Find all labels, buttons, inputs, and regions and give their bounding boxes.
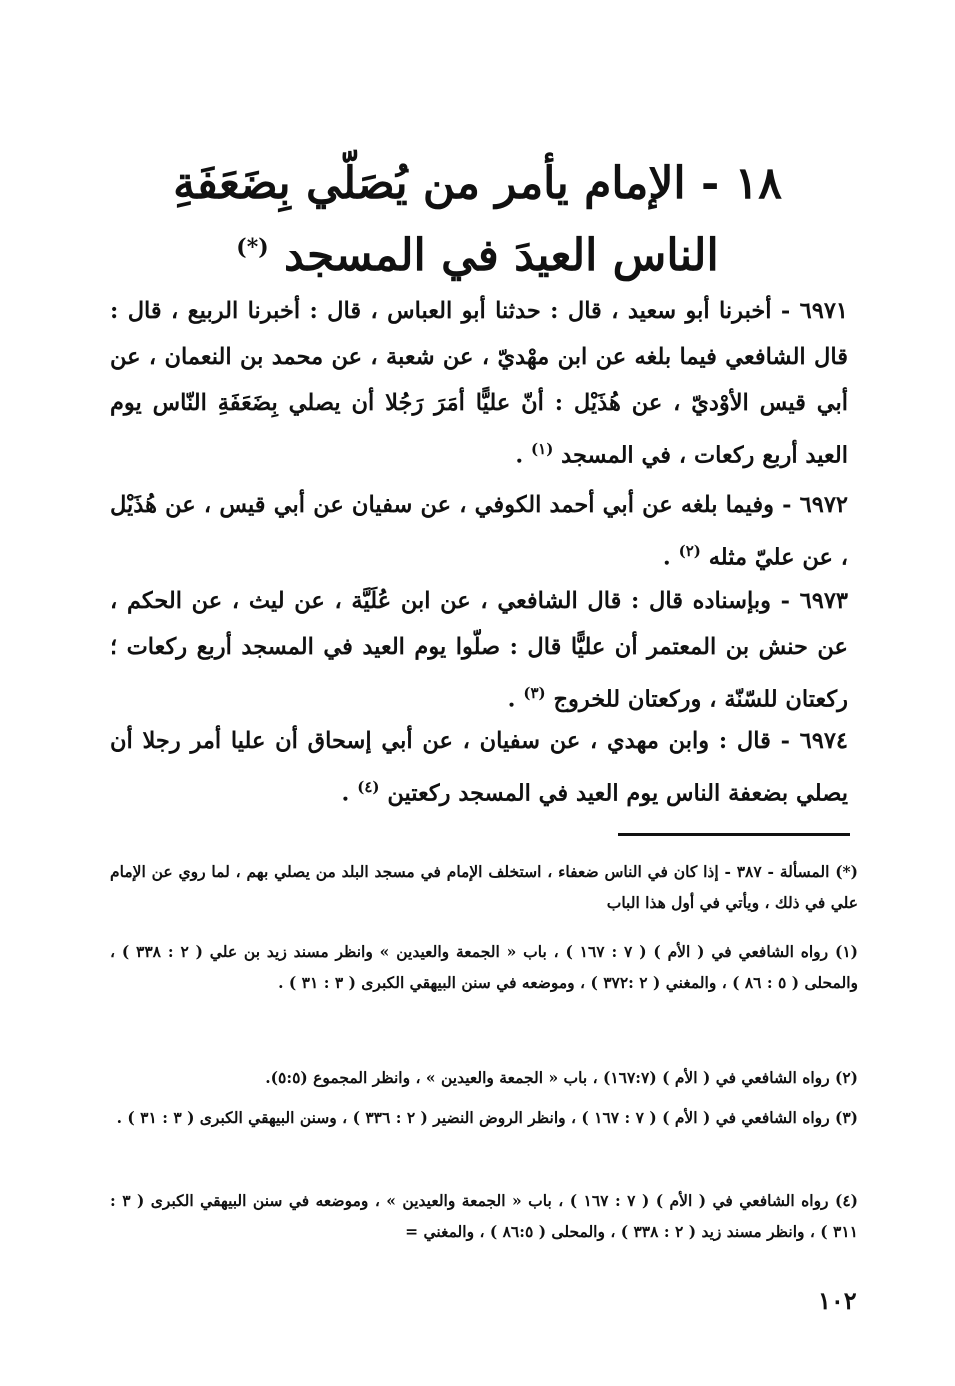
- hadith-paragraph-6971: [110, 288, 848, 479]
- paragraph-text: ٦٩٧٣ - وبإسناده قال : قال الشافعي ، عن ابن عُلَيَّة ، عن ليث ، عن الحكم ، عن حنش بن المعتمر أن عليًّا قال : صلّوا يوم العيد في المسجد أربع ركعات ؛ ركعتان للسّنّة ، وركعتان للخروج: [110, 588, 848, 713]
- hadith-paragraph-6974: [110, 718, 848, 817]
- footnote-2: (٢) رواه الشافعي في ( الأم ) (١٦٧:٧) ، باب « الجمعة والعيدين » ، وانظر المجموع (٥:٥).: [265, 1068, 858, 1087]
- chapter-subtitle: [110, 230, 845, 283]
- chapter-title-line-1: ١٨ - الإمام يأمر من يُصَلّي بِضَعَفَةِ: [173, 158, 782, 209]
- paragraph-end: .: [507, 686, 516, 713]
- footnote-reference: (٢): [678, 542, 701, 560]
- paragraph-text: ٦٩٧١ - أخبرنا أبو سعيد ، قال : حدثنا أبو العباس ، قال : أخبرنا الربيع ، قال : قال الشافعي فيما بلغه عن ابن مهْديّ ، عن شعبة ، عن محمد بن النعمان ، عن أبي قيس الأوْديّ ، عن هُذَيْل : أنّ عليًّا أمَرَ رَجُلا أن يصلي بِضَعَفَةِ النّاس يوم العيد أربع ركعات ، في المسجد: [110, 298, 848, 469]
- footnote-1: (١) رواه الشافعي في ( الأم ) ( ٧ : ١٦٧ ) ، باب « الجمعة والعيدين » وانظر مسند زيد بن علي ( ٢ : ٣٣٨ ) ، والمحلى ( ٥ : ٨٦ ) ، والمغني ( ٢ :٣٧٢ ) ، وموضعه في سنن البيهقي الكبرى ( ٣ : ٣١ ) .: [110, 942, 858, 992]
- paragraph-text: ٦٩٧٤ - قال : وابن مهدي ، عن سفيان ، عن أبي إسحاق أن عليا أمر رجلا أن يصلي بضعفة الناس يوم العيد في المسجد ركعتين: [110, 728, 848, 807]
- paragraph-end: .: [341, 780, 350, 807]
- footnote-4: (٤) رواه الشافعي في ( الأم ) ( ٧ : ١٦٧ ) ، باب « الجمعة والعيدين » ، وموضعه في سنن البيهقي الكبرى ( ٣ : ٣١١ ) ، وانظر مسند زيد ( ٢ : ٣٣٨ ) ، والمحلى ( ٨٦:٥ ) ، والمغني =: [110, 1191, 859, 1241]
- paragraph-text: ٦٩٧٢ - وفيما بلغه عن أبي أحمد الكوفي ، عن سفيان عن أبي قيس ، عن هُذَيْل ، عن عليّ مثله: [110, 492, 848, 571]
- chapter-title-line-2: الناس العيدَ في المسجد: [283, 230, 719, 281]
- footnote-star: (*) المسألة - ٣٨٧ - إذا كان في الناس ضعفاء ، استخلف الإمام في مسجد البلد من يصلي بهم ، لما روي عن الإمام علي في ذلك ، ويأتي في أول هذا الباب: [110, 862, 858, 912]
- footnote-3: (٣) رواه الشافعي في ( الأم ) ( ٧ : ١٦٧ ) ، وانظر الروض النضير ( ٢ : ٣٣٦ ) ، وسنن البيهقي الكبرى ( ٣ : ٣١ ) .: [116, 1108, 858, 1127]
- footnote-reference: (١): [531, 440, 554, 458]
- paragraph-end: .: [662, 544, 671, 571]
- paragraph-end: .: [515, 442, 524, 469]
- page-number: ١٠٢: [818, 1286, 857, 1315]
- hadith-paragraph-6973: [110, 578, 848, 723]
- hadith-paragraph-6972: [110, 482, 848, 581]
- footnote-reference: (٣): [523, 684, 546, 702]
- footnote-reference: (٤): [357, 778, 380, 796]
- footnote-star-marker: (*): [236, 234, 269, 261]
- chapter-title: [110, 158, 845, 211]
- footnote-separator: [618, 833, 850, 836]
